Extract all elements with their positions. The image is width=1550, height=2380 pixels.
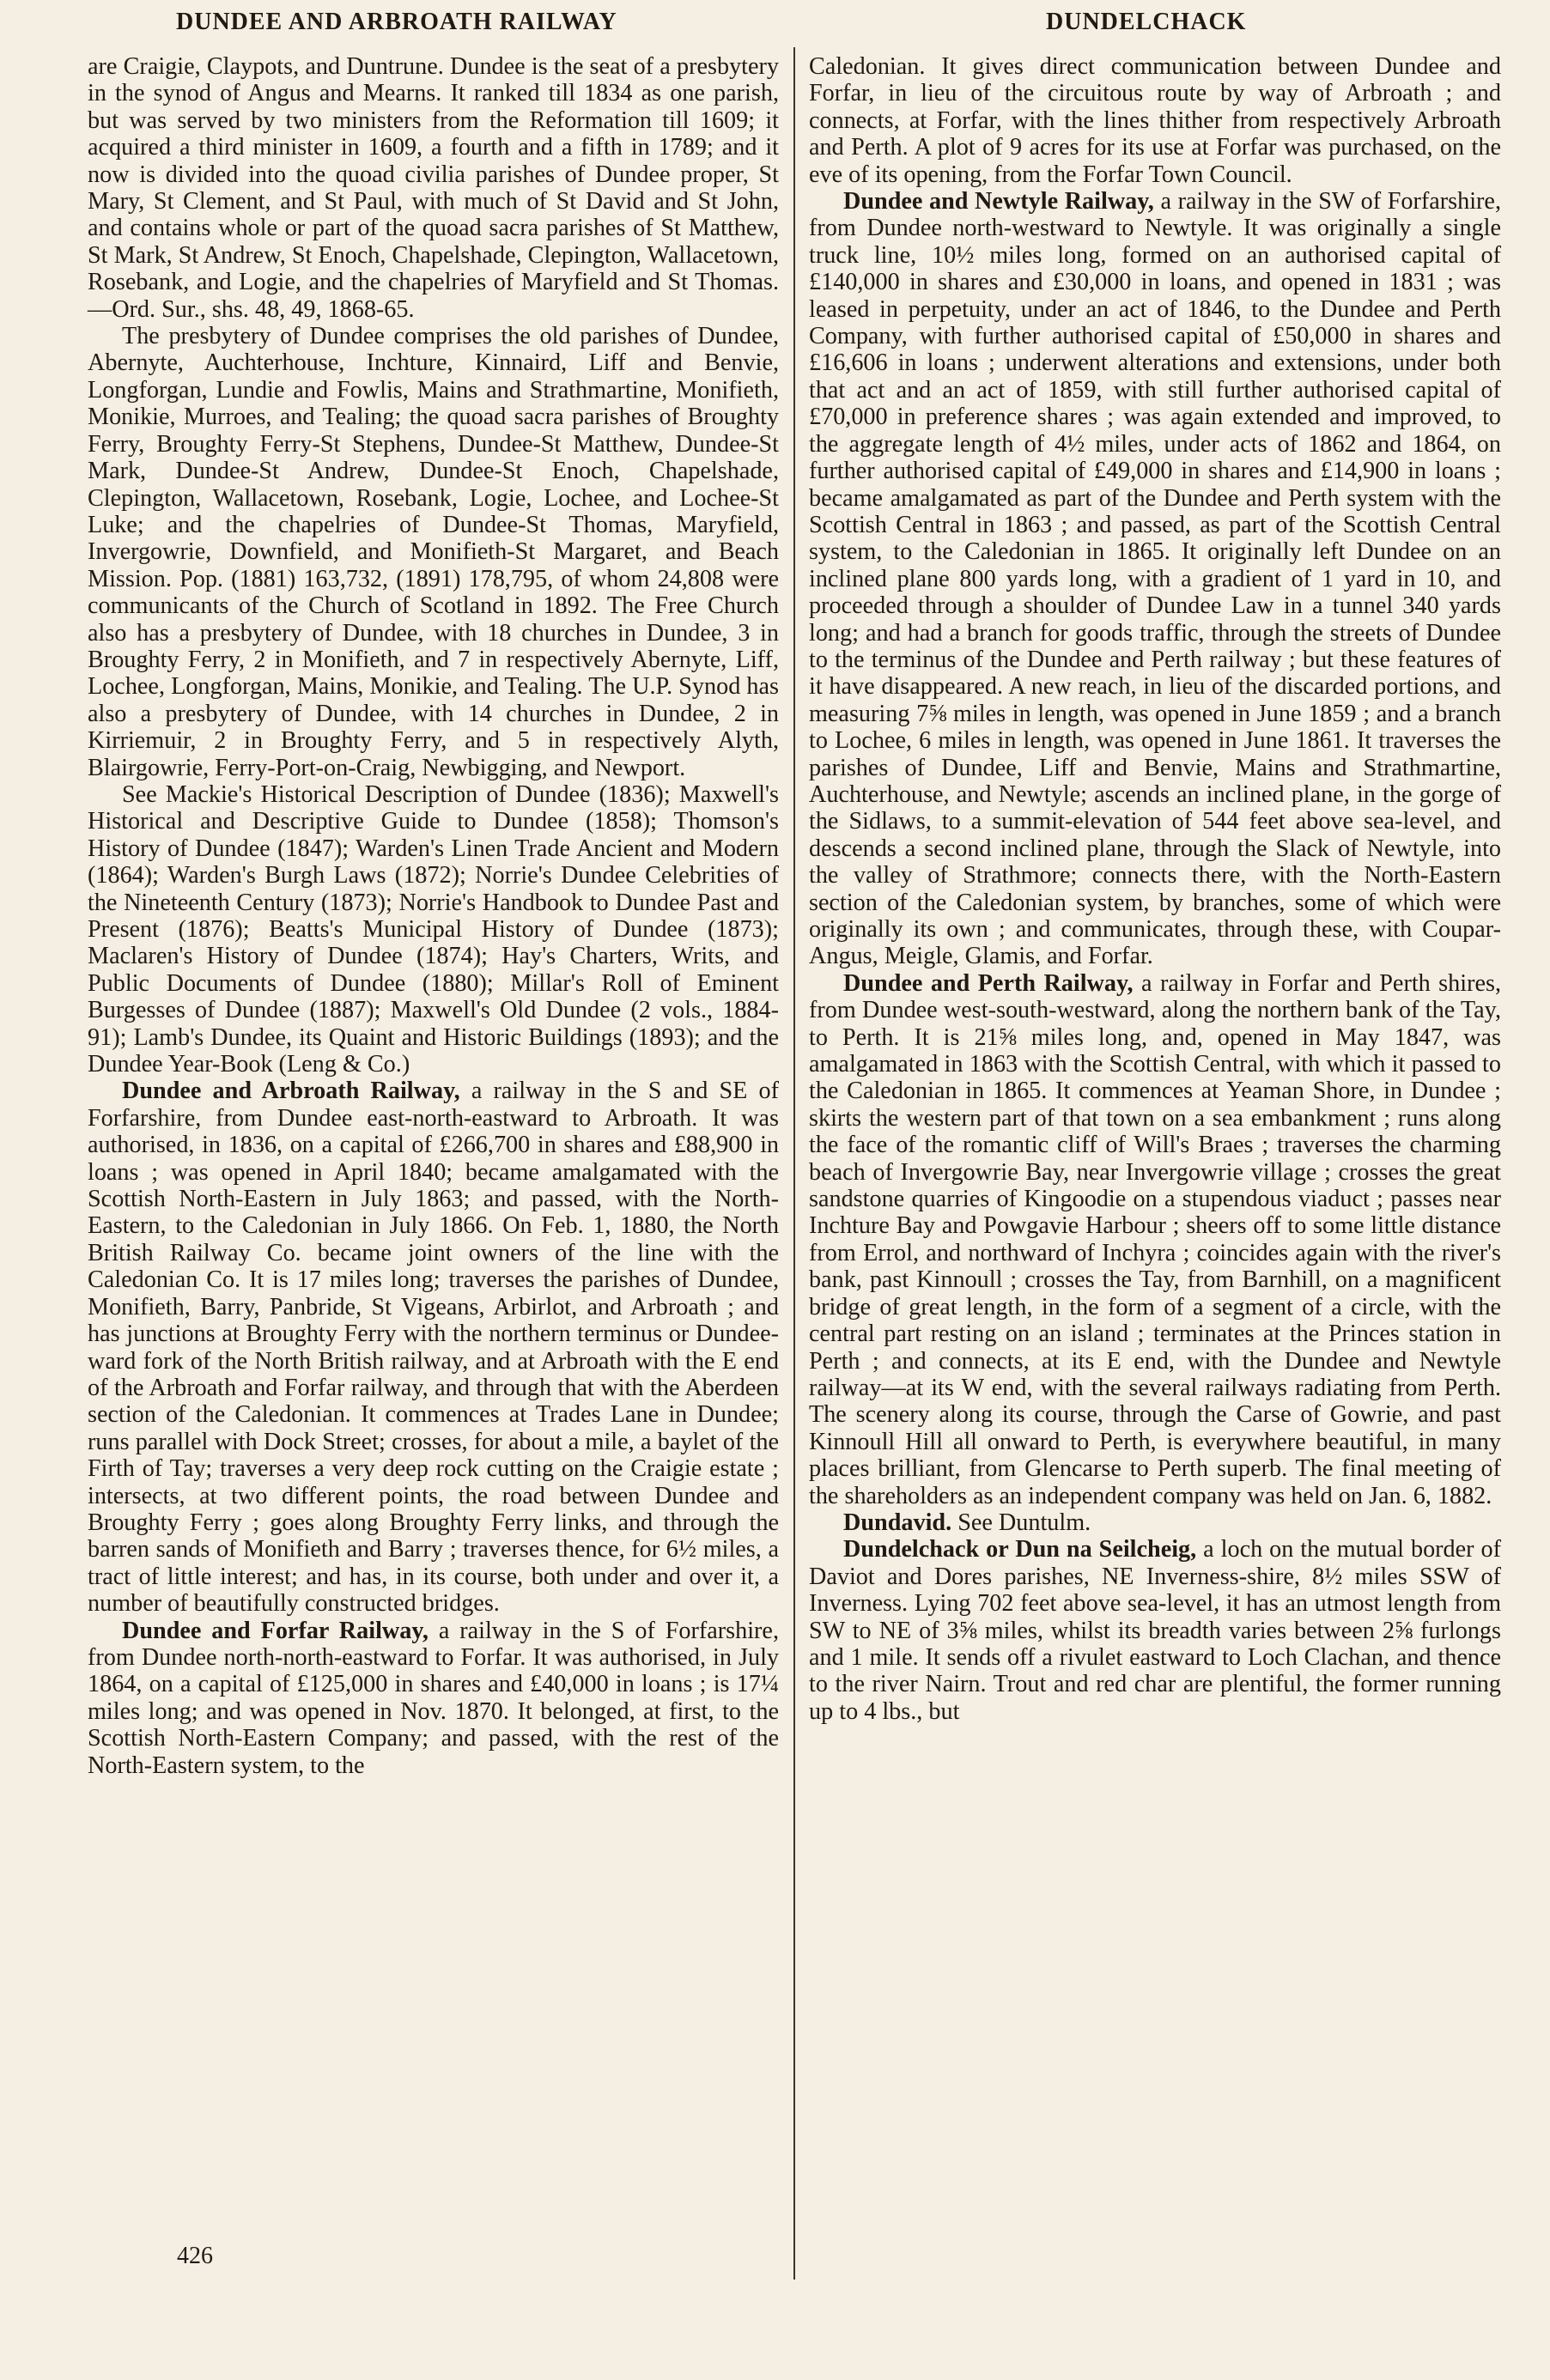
right-column: [809, 53, 1501, 1725]
paragraph: See Mackie's Historical Description of Dundee (1836); Maxwell's Historical and Descriptive Guide to Dundee (1858); Thomson's History of Dundee (1847); Warden's Linen Trade Ancient and Modern (1864); Warden's Burgh Laws (1872); Norrie's Dundee Celebrities of the Nineteenth Century (1873); Norrie's Handbook to Dundee Past and Present (1876); Beatts's Municipal History of Dundee (1873); Maclaren's History of Dundee (1874); Hay's Charters, Writs, and Public Documents of Dundee (1880); Millar's Roll of Eminent Burgesses of Dundee (1887); Maxwell's Old Dundee (2 vols., 1884-91); Lamb's Dundee, its Quaint and Historic Buildings (1893); and the Dundee Year-Book (Leng & Co.): [88, 780, 779, 1078]
entry-text: a railway in the S of Forfarshire, from Dundee north-north-eastward to Forfar. It was authorised, in July 1864, on a capital of £125,000 in shares and £40,000 in loans ; is 17¼ miles long; and was opened in Nov. 1870. It belonged, at first, to the Scottish North-Eastern Company; and passed, with the rest of the North-Eastern system, to the: [88, 1617, 779, 1779]
entry-headword: Dundee and Newtyle Railway,: [843, 188, 1154, 216]
page-number: 426: [177, 2243, 213, 2269]
paragraph: The presbytery of Dundee comprises the old parishes of Dundee, Abernyte, Auchterhouse, Inchture, Kinnaird, Liff and Benvie, Longforgan, Lundie and Fowlis, Mains and Strathmartine, Monifieth, Monikie, Murroes, and Tealing; the quoad sacra parishes of Broughty Ferry, Broughty Ferry-St Stephens, Dundee-St Matthew, Dundee-St Mark, Dundee-St Andrew, Dundee-St Enoch, Chapelshade, Clepington, Wallacetown, Rosebank, Logie, Lochee, and Lochee-St Luke; and the chapelries of Dundee-St Thomas, Maryfield, Invergowrie, Downfield, and Monifieth-St Margaret, and Beach Mission. Pop. (1881) 163,732, (1891) 178,795, of whom 24,808 were communicants of the Church of Scotland in 1892. The Free Church also has a presbytery of Dundee, with 18 churches in Dundee, 3 in Broughty Ferry, 2 in Monifieth, and 7 in respectively Abernyte, Liff, Lochee, Longforgan, Mains, Monikie, and Tealing. The U.P. Synod has also a presbytery of Dundee, with 14 churches in Dundee, 2 in Kirriemuir, 2 in Broughty Ferry, and 5 in respectively Alyth, Blairgowrie, Ferry-Port-on-Craig, Newbigging, and Newport.: [88, 323, 779, 781]
paragraph: are Craigie, Claypots, and Duntrune. Dundee is the seat of a presbytery in the synod of Angus and Mearns. It ranked till 1834 as one parish, but was served by two ministers from the Reformation till 1609; it acquired a third minister in 1609, a fourth and a fifth in 1789; and it now is divided into the quoad civilia parishes of Dundee proper, St Mary, St Clement, and St Paul, with much of St David and St John, and contains whole or part of the quoad sacra parishes of St Matthew, St Mark, St Andrew, St Enoch, Chapelshade, Clepington, Wallacetown, Rosebank, and Logie, and the chapelries of Maryfield and St Thomas.—Ord. Sur., shs. 48, 49, 1868-65.: [88, 53, 779, 323]
entry-paragraph: [809, 1509, 1501, 1536]
entry-paragraph: [809, 188, 1501, 970]
running-header-left: DUNDEE AND ARBROATH RAILWAY: [176, 9, 617, 35]
entry-text: a railway in Forfar and Perth shires, from Dundee west-south-westward, along the northern bank of the Tay, to Perth. It is 21⅝ miles long, and, opened in May 1847, was amalgamated in 1863 with the Scottish Central, with which it passed to the Caledonian in 1865. It commences at Yeaman Shore, in Dundee ; skirts the western part of that town on a sea embankment ; runs along the face of the romantic cliff of Will's Braes ; traverses the charming beach of Invergowrie Bay, near Invergowrie village ; crosses the great sandstone quarries of Kingoodie on a stupendous viaduct ; passes near Inchture Bay and Powgavie Harbour ; sheers off to some little distance from Errol, and northward of Inchyra ; coincides again with the river's bank, past Kinnoull ; crosses the Tay, from Barnhill, on a magnificent bridge of great length, in the form of a segment of a circle, with the central part resting on an island ; terminates at the Princes station in Perth ; and connects, at its E end, with the Dundee and Newtyle railway—at its W end, with the several railways radiating from Perth. The scenery along its course, through the Carse of Gowrie, and past Kinnoull Hill all onward to Perth, is everywhere beautiful, in many places brilliant, from Glencarse to Perth superb. The final meeting of the shareholders as an independent company was held on Jan. 6, 1882.: [809, 969, 1501, 1509]
entry-paragraph: [809, 1536, 1501, 1725]
entry-headword: Dundee and Perth Railway,: [843, 969, 1134, 997]
entry-text: a railway in the SW of Forfarshire, from Dundee north-westward to Newtyle. It was originally a single truck line, 10½ miles long, formed on an authorised capital of £140,000 in shares and £30,000 in loans, and opened in 1831 ; was leased in perpetuity, under an act of 1846, to the Dundee and Perth Company, with further authorised capital of £50,000 in shares and £16,606 in loans ; underwent alterations and extensions, under both that act and an act of 1859, with still further authorised capital of £70,000 in preference shares ; was again extended and improved, to the aggregate length of 4½ miles, under acts of 1862 and 1864, on further authorised capital of £49,000 in shares and £14,900 in loans ; became amalgamated as part of the Dundee and Perth system with the Scottish Central in 1863 ; and passed, as part of the Scottish Central system, to the Caledonian in 1865. It originally left Dundee on an inclined plane 800 yards long, with a gradient of 1 yard in 10, and proceeded through a shoulder of Dundee Law in a tunnel 340 yards long; and had a branch for goods traffic, through the streets of Dundee to the terminus of the Dundee and Perth railway ; but these features of it have disappeared. A new reach, in lieu of the discarded portions, and measuring 7⅝ miles in length, was opened in June 1859 ; and a branch to Lochee, 6 miles in length, was opened in June 1861. It traverses the parishes of Dundee, Liff and Benvie, Mains and Strathmartine, Auchterhouse, and Newtyle; ascends an inclined plane, in the gorge of the Sidlaws, to a summit-elevation of 544 feet above sea-level, and descends a second inclined plane, through the Slack of Newtyle, into the valley of Strathmore; connects there, with the North-Eastern section of the Caledonian system, by branches, some of which were originally its own ; and communicates, through these, with Coupar-Angus, Meigle, Glamis, and Forfar.: [809, 188, 1501, 970]
entry-paragraph: [809, 970, 1501, 1509]
entry-headword: Dundavid.: [843, 1509, 952, 1536]
entry-headword: Dundee and Arbroath Railway,: [122, 1078, 460, 1105]
entry-headword: Dundelchack or Dun na Seilcheig,: [843, 1536, 1197, 1563]
entry-paragraph: [88, 1618, 779, 1779]
left-column: [88, 53, 779, 1779]
running-header-right: DUNDELCHACK: [1046, 9, 1247, 35]
paragraph: Caledonian. It gives direct communication between Dundee and Forfar, in lieu of the circuitous route by way of Arbroath ; and connects, at Forfar, with the lines thither from respectively Arbroath and Perth. A plot of 9 acres for its use at Forfar was purchased, on the eve of its opening, from the Forfar Town Council.: [809, 53, 1501, 188]
entry-text: See Duntulm.: [951, 1509, 1091, 1536]
column-divider: [793, 47, 795, 2280]
entry-headword: Dundee and Forfar Railway,: [122, 1617, 429, 1644]
entry-text: a loch on the mutual border of Daviot and Dores parishes, NE Inverness-shire, 8½ miles SSW of Inverness. Lying 702 feet above sea-level, it has an utmost length from SW to NE of 3⅝ miles, whilst its breadth varies between 2⅝ furlongs and 1 mile. It sends off a rivulet eastward to Loch Clachan, and thence to the river Nairn. Trout and red char are plentiful, the former running up to 4 lbs., but: [809, 1536, 1501, 1725]
entry-paragraph: [88, 1078, 779, 1617]
entry-text: a railway in the S and SE of Forfarshire, from Dundee east-north-eastward to Arbroath. It was authorised, in 1836, on a capital of £266,700 in shares and £88,900 in loans ; was opened in April 1840; became amalgamated with the Scottish North-Eastern in July 1863; and passed, with the North-Eastern, to the Caledonian in July 1866. On Feb. 1, 1880, the North British Railway Co. became joint owners of the line with the Caledonian Co. It is 17 miles long; traverses the parishes of Dundee, Monifieth, Barry, Panbride, St Vigeans, Arbirlot, and Arbroath ; and has junctions at Broughty Ferry with the northern terminus or Dundee-ward fork of the North British railway, and at Arbroath with the E end of the Arbroath and Forfar railway, and through that with the Aberdeen section of the Caledonian. It commences at Trades Lane in Dundee; runs parallel with Dock Street; crosses, for about a mile, a baylet of the Firth of Tay; traverses a very deep rock cutting on the Craigie estate ; intersects, at two different points, the road between Dundee and Broughty Ferry ; goes along Broughty Ferry links, and through the barren sands of Monifieth and Barry ; traverses thence, for 6½ miles, a tract of little interest; and has, in its course, both under and over it, a number of beautifully constructed bridges.: [88, 1078, 779, 1618]
